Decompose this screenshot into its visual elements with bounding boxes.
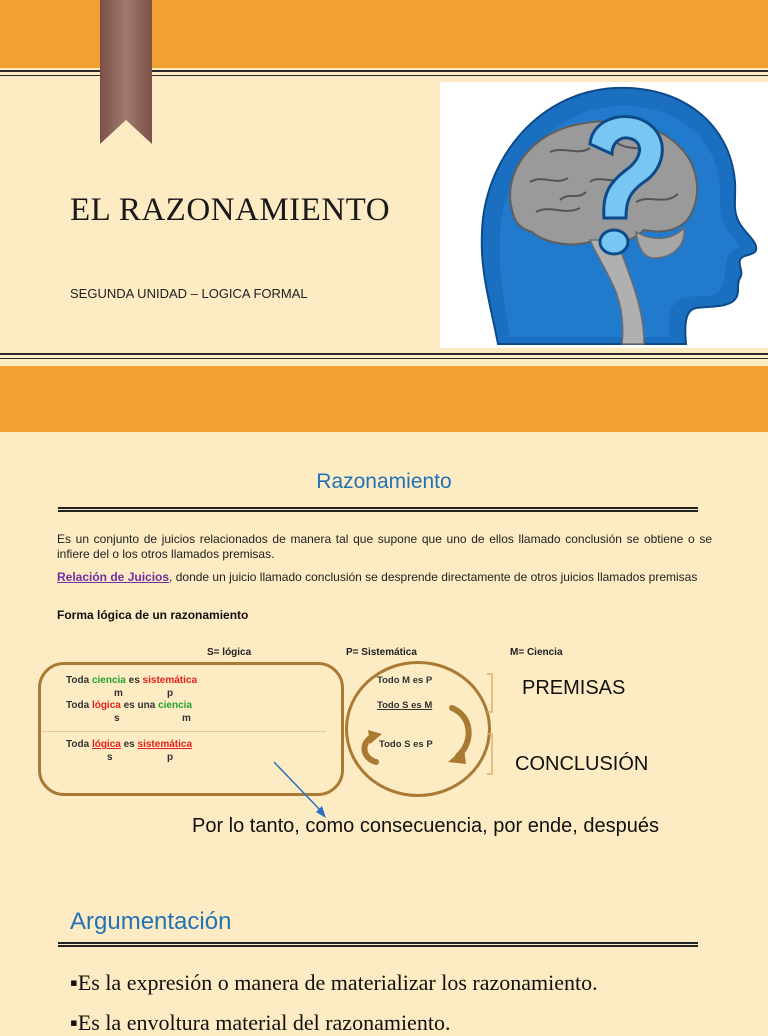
bottom-rule-thick: [0, 353, 768, 355]
bottom-orange-band: [0, 366, 768, 432]
conclusion-divider: [42, 731, 326, 732]
var-p-label: P= Sistemática: [346, 647, 417, 658]
definition-paragraph: Es un conjunto de juicios relacionados de manera tal que supone que uno de ellos llamado conclusión se obtiene o se infiere del o los otros llamados premisas.: [57, 532, 712, 561]
section-heading-argumentacion: Argumentación: [70, 908, 232, 935]
circle-line-2: Todo S es M: [377, 700, 433, 711]
premise-2-letter-m: m: [182, 713, 191, 724]
premise-2-letter-s: s: [114, 713, 120, 724]
slide-title: EL RAZONAMIENTO: [70, 192, 391, 228]
circle-line-3: Todo S es P: [379, 739, 433, 750]
bullet-item-1: ▪Es la expresión o manera de materializar los razonamiento.: [70, 970, 598, 995]
premise-1-letter-m: m: [114, 688, 123, 699]
slide-subtitle: SEGUNDA UNIDAD – LOGICA FORMAL: [70, 286, 308, 301]
conclusion-statement: Toda lógica es sistemática: [66, 739, 193, 750]
section-heading-razonamiento: Razonamiento: [316, 470, 452, 493]
bookmark-ribbon-icon: [100, 0, 152, 144]
logical-form-label: Forma lógica de un razonamiento: [57, 608, 249, 622]
head-brain-image: [440, 82, 768, 348]
relacion-de-juicios-link[interactable]: Relación de Juicios: [57, 570, 170, 584]
pointer-arrow-icon: [270, 758, 332, 822]
cycle-arrows-icon: [340, 690, 500, 770]
conclusion-letter-s: s: [107, 752, 113, 763]
connectives-text: Por lo tanto, como consecuencia, por ende, después: [192, 815, 659, 837]
argumentacion-double-rule: [58, 942, 698, 947]
var-s-label: S= lógica: [207, 647, 252, 658]
bullet-item-2: ▪Es la envoltura material del razonamiento.: [70, 1010, 451, 1035]
circle-line-1: Todo M es P: [377, 675, 433, 686]
premise-1: Toda ciencia es sistemática: [66, 675, 198, 686]
heading-double-rule: [58, 507, 698, 512]
conclusion-letter-p: p: [167, 752, 174, 763]
premisas-label: PREMISAS: [522, 677, 626, 699]
var-m-label: M= Ciencia: [510, 647, 563, 658]
bottom-rule-thin: [0, 358, 768, 359]
relation-paragraph-text: , donde un juicio llamado conclusión se desprende directamente de otros juicios llamados premisas: [169, 570, 698, 584]
bracket-lines: [484, 672, 504, 784]
conclusion-label: CONCLUSIÓN: [515, 753, 649, 775]
premise-1-letter-p: p: [167, 688, 174, 699]
relation-paragraph: [57, 570, 712, 585]
head-brain-question-icon: [440, 82, 768, 348]
premise-2: Toda lógica es una ciencia: [66, 700, 193, 711]
